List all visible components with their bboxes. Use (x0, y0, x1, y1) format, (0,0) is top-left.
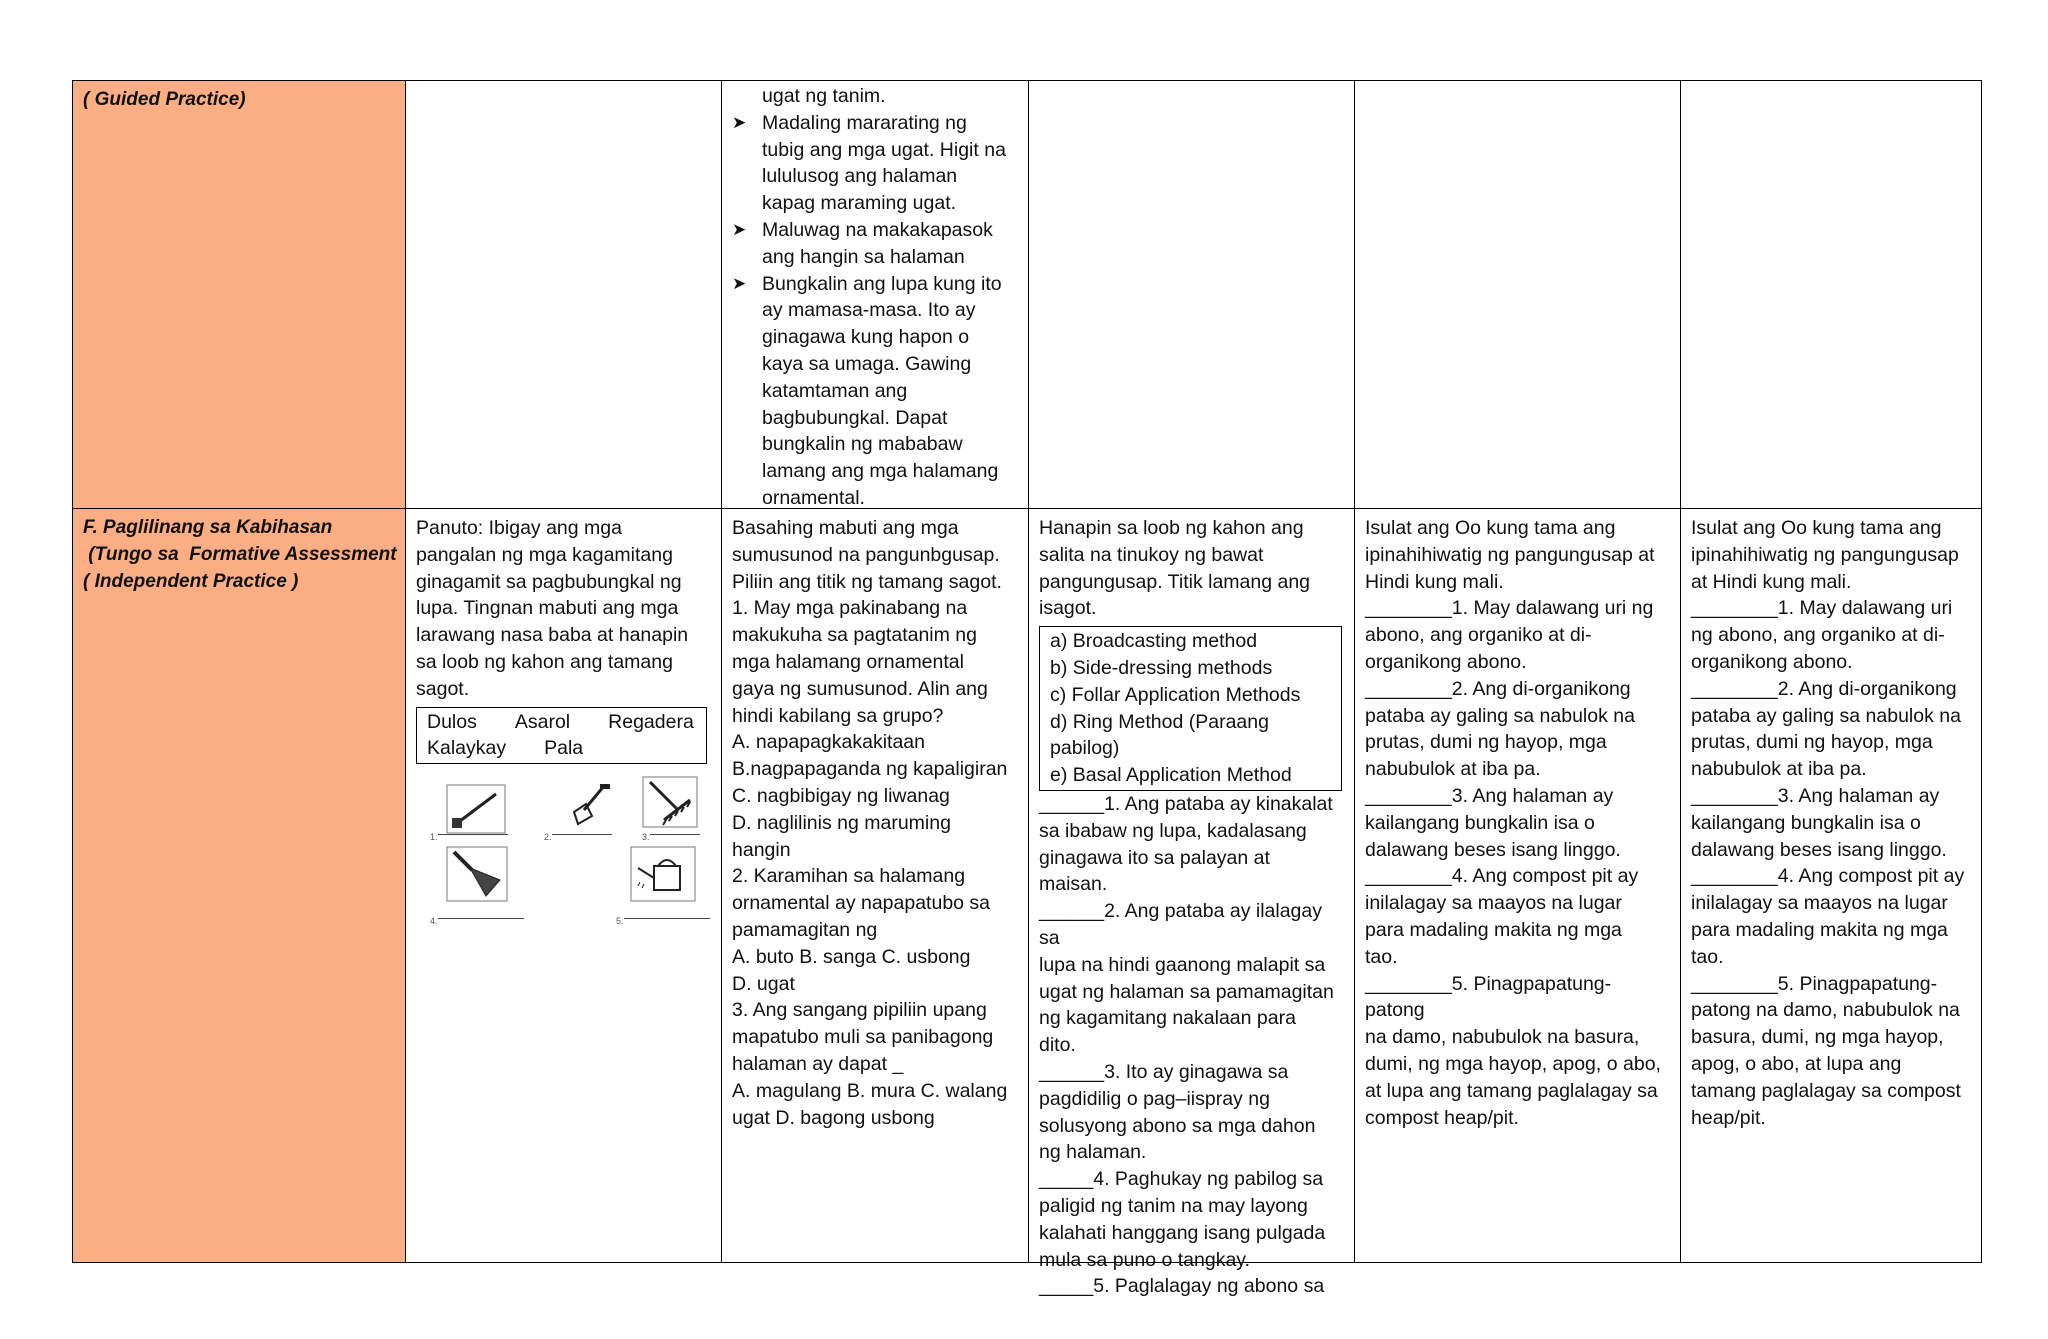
table-row-independent-practice (72, 508, 1982, 1298)
day5-cell (1681, 509, 1983, 1262)
bullet-item: ➤ Bungkalin ang lupa kung ito ay mamasa-masa. Ito ay ginagawa kung hapon o kaya sa umaga. Gawing katamtaman ang bagbubungkal. Dapat bungkalin ng mababaw lamang ang mga halamang ornamental. (732, 272, 1002, 509)
row-label-line: ( Independent Practice ) (83, 570, 299, 592)
arrow-bullet-icon: ➤ (732, 219, 747, 239)
word-choice: Asarol (514, 710, 571, 733)
true-false-text: Isulat ang Oo kung tama ang ipinahihiwatig ng pangungusap at Hindi kung mali. ________1. May dalawang uri ng abono, ang organiko at di- organikong abono. ________2. Ang di-organikong pataba ay galing sa nabulok na prutas, dumi ng hayop, mga nabubulok at iba pa. ________3. Ang halaman ay kailangang bungkalin isa o dalawang beses isang linggo. ________4. Ang compost pit ay inilalagay sa maayos na lugar para madaling makita ng mga tao. ________5. Pinagpapatung- patong na damo, nabubulok na basura, dumi, ng mga hayop, apog, o abo, at lupa ang tamang paglalagay sa compost heap/pit. (1691, 517, 1965, 1129)
day3-cell (1029, 509, 1355, 1298)
row-label: ( Guided Practice) (83, 89, 246, 110)
rake-icon (642, 776, 698, 828)
method-choice: d) Ring Method (Paraang (1050, 710, 1269, 733)
method-choice: e) Basal Application Method (1050, 764, 1292, 787)
answer-line (438, 918, 524, 919)
tool-pictures (416, 772, 711, 962)
instruction-text: Hanapin sa loob ng kahon ang salita na tinukoy ng bawat pangungusap. Titik lamang ang isagot. (1039, 517, 1311, 620)
tool-number: 4. (430, 916, 438, 927)
bullet-item: ➤ Madaling mararating ng tubig ang mga ugat. Higit na lululusog ang halaman kapag maraming ugat. (732, 111, 1006, 215)
tool-number: 1. (430, 832, 438, 843)
watering-can-icon (630, 846, 696, 902)
method-choice: pabilog) (1050, 737, 1120, 760)
hoe-icon (446, 784, 506, 834)
row-label-line: (Tungo sa Formative Assessment (83, 543, 397, 565)
method-choice: a) Broadcasting method (1050, 630, 1258, 653)
instruction-text: Panuto: Ibigay ang mga pangalan ng mga kagamitang ginagamit sa pagbubungkal ng lupa. Tingnan mabuti ang mga larawang nasa baba at hanapin sa loob ng kahon ang tamang sagot. (416, 517, 689, 700)
trowel-icon (446, 846, 508, 902)
true-false-text: Isulat ang Oo kung tama ang ipinahihiwatig ng pangungusap at Hindi kung mali. ________1. May dalawang uri ng abono, ang organiko at di- organikong abono. ________2. Ang di-organikong pataba ay galing sa nabulok na prutas, dumi ng hayop, mga nabubulok at iba pa. ________3. Ang halaman ay kailangang bungkalin isa o dalawang beses isang linggo. ________4. Ang compost pit ay inilalagay sa maayos na lugar para madaling makita ng mga tao. ________5. Pinagpapatung-patong na damo, nabubulok na basura, dumi, ng mga hayop, apog, o abo, at lupa ang tamang paglalagay sa compost heap/pit. (1365, 517, 1661, 1129)
tool-number: 2. (544, 832, 552, 843)
answer-line (650, 834, 700, 835)
word-choice: Regadera (608, 710, 694, 733)
day2-cell (722, 81, 1029, 508)
day1-cell (406, 509, 722, 1262)
word-choice: Dulos (427, 710, 477, 733)
word-choice: Kalaykay (427, 737, 507, 760)
row-label-cell (73, 509, 406, 1262)
method-choice: b) Side-dressing methods (1050, 656, 1273, 679)
day4-cell (1355, 81, 1681, 508)
day2-cell (722, 509, 1029, 1262)
shovel-icon (556, 782, 616, 832)
day5-cell (1681, 81, 1983, 508)
table-row-guided-practice (72, 80, 1982, 509)
word-choices-box (416, 707, 707, 765)
row-label-line: F. Paglilinang sa Kabihasan (83, 517, 333, 538)
arrow-bullet-icon: ➤ (732, 273, 747, 293)
method-choices-box (1039, 626, 1342, 791)
word-choice: Pala (544, 737, 584, 760)
day1-cell (406, 81, 722, 508)
method-choice: c) Follar Application Methods (1050, 683, 1301, 706)
quiz-items: ______1. Ang pataba ay kinakalat sa ibabaw ng lupa, kadalasang ginagawa ito sa palayan at maisan. ______2. Ang pataba ay ilalagay sa lupa na hindi gaanong malapit sa ugat ng halaman sa pamamagitan ng kagamitang nakalaan para dito. ______3. Ito ay ginagawa sa pagdidilig o pag–iispray ng solusyong abono sa mga dahon ng halaman. _____4. Paghukay ng pabilog sa paligid ng tanim na may layong kalahati hanggang isang pulgada mula sa puno o tangkay. _____5. Paglalagay ng abono sa (1039, 792, 1334, 1298)
bullet-item: ➤ Maluwag na makakapasok ang hangin sa halaman (732, 218, 993, 268)
quiz-text: Basahing mabuti ang mga sumusunod na pangunbgusap. Piliin ang titik ng tamang sagot. 1. May mga pakinabang na makukuha sa pagtatanim ng mga halamang ornamental gaya ng sumusunod. Alin ang hindi kabilang sa grupo? A. napapagkakakitaan B.nagpapaganda ng kapaligiran C. nagbibigay ng liwanag D. naglilinis ng maruming hangin 2. Karamihan sa halamang ornamental ay napapatubo sa pamamagitan ng A. buto B. sanga C. usbong D. ugat 3. Ang sangang pipiliin upang mapatubo muli sa panibagong halaman ay dapat _ A. magulang B. mura C. walang ugat D. bagong usbong (732, 517, 1008, 1129)
answer-line (552, 834, 612, 835)
day4-cell (1355, 509, 1681, 1262)
answer-line (438, 834, 508, 835)
day3-cell (1029, 81, 1355, 508)
arrow-bullet-icon: ➤ (732, 112, 747, 132)
answer-line (624, 918, 710, 919)
row-label-cell (73, 81, 406, 508)
continued-text: ugat ng tanim. (762, 85, 886, 107)
tool-number: 3. (642, 832, 650, 843)
tool-number: 5. (616, 916, 624, 927)
